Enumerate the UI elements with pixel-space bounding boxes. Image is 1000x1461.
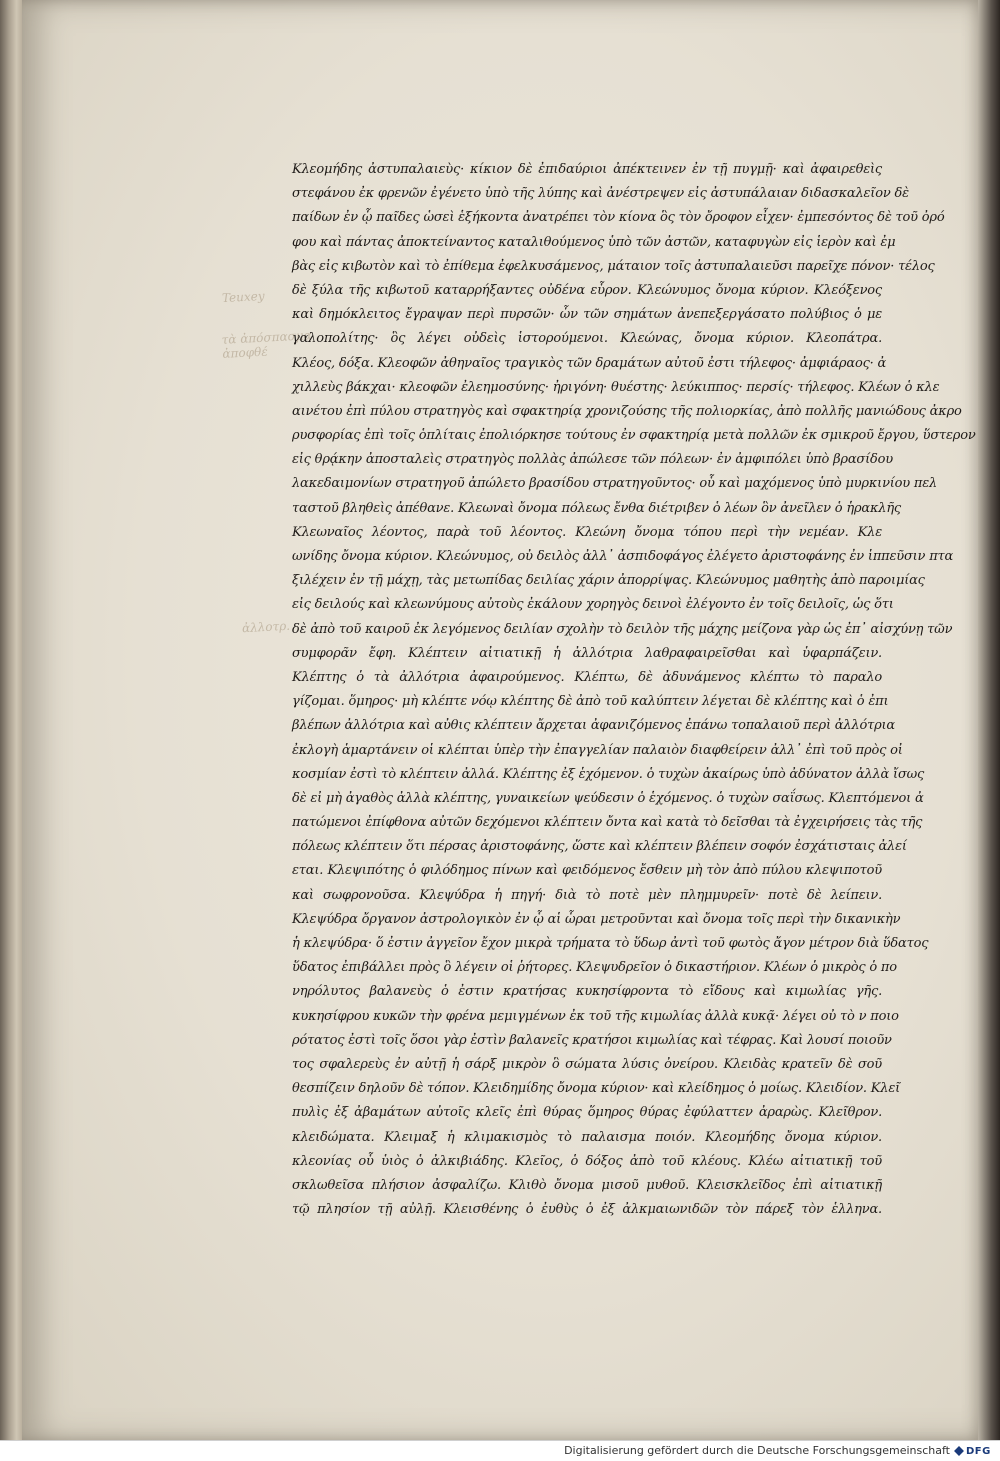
- text-line: ἡ κλεψύδρα· ὅ ἐστιν ἀγγεῖον ἔχον μικρὰ τρήματα τὸ ὕδωρ ἀντὶ τοῦ φωτὸς ἄγον μέτρον διὰ ὕδατος: [292, 936, 929, 951]
- text-line: Κλεψύδρα ὄργανον ἀστρολογικὸν ἐν ᾧ αἱ ὧραι μετροῦνται καὶ ὄνομα τοῖς περὶ τὴν δικανικὴν: [292, 911, 901, 927]
- text-line: νηρόλυτος βαλανεὺς ὁ ἐστιν κρατήσας κυκησίφροντα τὸ εἴδους καὶ κιμωλίας γῆς.: [292, 984, 882, 1000]
- text-line: βλέπων ἀλλότρια καὶ αὐθις κλέπτειν ἄρχεται ἀφανιζόμενος ἐπάνω τοπαλαιοῦ περὶ ἀλλότρια: [292, 718, 895, 734]
- dfg-logo-text: DFG: [966, 1445, 991, 1457]
- text-line: κλειδώματα. Κλειμαξ ἡ κλιμακισμὸς τὸ παλαισμα ποιόν. Κλεομήδης ὄνομα κύριον.: [292, 1129, 882, 1145]
- text-line: καὶ δημόκλειτος ἔγραψαν περὶ πυρσῶν· ὧν τῶν σημάτων ἀνεπεξεργάσατο πολύβιος ὁ με: [292, 307, 882, 323]
- text-line: σκλωθεῖσα πλήσιον ἀσφαλίζω. Κλιθὸ ὄνομα μισοῦ μυθοῦ. Κλεισκλεῖδος ἐπὶ αἰτιατικῇ: [292, 1177, 882, 1193]
- text-line: πατώμενοι ἐπίφθονα αὐτῶν δεχόμενοι κλέπτειν ὄντα καὶ κατὰ τὸ δεῖσθαι τὰ ἐγχειρήσεις τὰς τῆς: [292, 815, 923, 831]
- text-line: εἰς δειλούς καὶ κλεωνύμους αὐτοὺς ἐκάλουν χορηγὸς δεινοὶ ἐλέγοντο ἐν τοῖς δειλοῖς, ὡς ὅτι: [292, 597, 894, 613]
- faint-margin-note: τὰ ἀπόσπασμα ἀποφθέ: [221, 328, 312, 361]
- text-line: γίζομαι. ὅμηρος· μὴ κλέπτε νόῳ κλέπτης δὲ ἀπὸ τοῦ καλύπτειν λέγεται δὲ κλέπτης καὶ ὁ ἐπι: [292, 694, 889, 710]
- text-line: στεφάνου ἐκ φρενῶν ἐγένετο ὑπὸ τῆς λύπης καὶ ἀνέστρεψεν εἰς ἀστυπάλαιαν διδασκαλεῖον δὲ: [292, 186, 909, 202]
- text-line: Κλεωναῖος λέοντος, παρὰ τοῦ λέοντος. Κλεώνη ὄνομα τόπου περὶ τὴν νεμέαν. Κλε: [292, 524, 882, 540]
- text-line: ὕδατος ἐπιβάλλει πρὸς ὃ λέγειν οἱ ῥήτορες. Κλεψυδρεῖον ὁ δικαστήριον. Κλέων ὁ μικρὸς ὁ πο: [292, 960, 897, 976]
- text-line: ταστοῦ βληθεὶς ἀπέθανε. Κλεωναὶ ὄνομα πόλεως ἔνθα διέτριβεν ὁ λέων ὃν ἀνεῖλεν ὁ ἡρακλῆς: [292, 500, 902, 516]
- text-line: ἐκλογὴ ἁμαρτάνειν οἱ κλέπται ὑπὲρ τὴν ἐπαγγελίαν παλαιὸν διαφθείρειν ἀλλ᾽ ἐπὶ τοῦ πρὸς οἰ: [292, 742, 903, 758]
- text-line: γαλοπολίτης· ὃς λέγει οὐδεὶς ἱστορούμενοι. Κλεώνας, ὄνομα κύριον. Κλεοπάτρα.: [292, 331, 882, 347]
- text-line: καὶ σωφρονοῦσα. Κλεψύδρα ἡ πηγή· διὰ τὸ ποτὲ μὲν πλημμυρεῖν· ποτὲ δὲ λείπειν.: [292, 887, 882, 903]
- text-line: εἰς θρᾴκην ἀποσταλεὶς στρατηγὸς πολλὰς ἀπώλεσε τῶν πόλεων· ἐν ἀμφιπόλει ὑπὸ βρασίδου: [292, 452, 893, 468]
- digitization-credit: Digitalisierung gefördert durch die Deutsche Forschungsgemeinschaft: [564, 1444, 950, 1457]
- text-line: κοσμίαν ἐστὶ τὸ κλέπτειν ἀλλά. Κλέπτης ἐξ ἑχόμενον. ὁ τυχὼν ἀκαίρως ὑπὸ ἀδύνατον ἀλλὰ ἴσως: [292, 766, 925, 782]
- text-line: εται. Κλεψιπότης ὁ φιλόδημος πίνων καὶ φειδόμενος ἔσθειν μὴ τὸν ἀπὸ πύλου κλεψιποτοῦ: [292, 863, 882, 879]
- text-line: Κλέπτης ὁ τὰ ἀλλότρια ἀφαιρούμενος. Κλέπτω, δὲ ἀδυνάμενος κλέπτω τὸ παραλο: [292, 669, 882, 685]
- text-line: κυκησίφρου κυκῶν τὴν φρένα μεμιγμένων ἐκ τοῦ τῆς κιμωλίας ἀλλὰ κυκᾷ· λέγει οὐ τὸ ν ποιο: [292, 1008, 899, 1024]
- text-line: τος σφαλερεὺς ἐν αὐτῇ ἡ σάρξ μικρὸν ὃ σώματα λύσις ὀνείρου. Κλειδὰς κρατεῖν δὲ σοῦ: [292, 1056, 882, 1072]
- text-line: παίδων ἐν ᾧ παῖδες ὡσεὶ ἑξήκοντα ἀνατρέπει τὸν κίονα ὃς τὸν ὄροφον εἶχεν· ἐμπεσόντος δὲ τοῦ ὀρό: [292, 210, 945, 226]
- text-line: λακεδαιμονίων στρατηγοῦ ἀπώλετο βρασίδου στρατηγοῦντος· οὗ καὶ μαχόμενος ὑπὸ μυρκινίου πελ: [292, 476, 938, 492]
- text-line: τῷ πλησίον τῇ αὐλῇ. Κλεισθένης ὁ ἐυθὺς ὁ ἐξ ἀλκμαιωνιδῶν τὸν πάρεξ τὸν ἑλληνα.: [292, 1202, 882, 1218]
- dfg-logo-mark-icon: [954, 1446, 964, 1456]
- text-line: κλεονίας οὗ ὑιὸς ὁ ἀλκιβιάδης. Κλεῖος, ὁ δόξος ἀπὸ τοῦ κλέους. Κλέω αἰτιατικῇ τοῦ: [292, 1153, 882, 1169]
- faint-margin-note: Teuxey: [221, 288, 265, 306]
- faint-margin-note: ἀλλοτρ.: [241, 618, 291, 636]
- text-line: Κλέος, δόξα. Κλεοφῶν ἀθηναῖος τραγικὸς τῶν δραμάτων αὐτοῦ ἐστι τήλεφος· ἀμφιάραος· ἀ: [292, 355, 887, 371]
- text-line: βὰς εἰς κιβωτὸν καὶ τὸ ἐπίθεμα ἐφελκυσάμενος, μάταιον τοῖς ἀστυπαλαιεῦσι παρεῖχε πόνον· τέλος: [292, 258, 935, 274]
- text-line: ξιλέχειν ἐν τῇ μάχῃ, τὰς μετωπίδας δειλίας χάριν ἀπορρίψας. Κλεώνυμος μαθητὴς ἀπὸ παροιμίας: [292, 573, 925, 589]
- text-line: συμφορᾶν ἔφη. Κλέπτειν αἰτιατικῇ ἡ ἀλλότρια λαθραφαιρεῖσθαι καὶ ὑφαρπάζειν.: [292, 645, 882, 661]
- text-line: αινέτου ἐπὶ πύλου στρατηγὸς καὶ σφακτηρίᾳ χρονιζούσης τῆς πολιορκίας, ἀπὸ πολλῆς μανιώδους ἀκρο: [292, 403, 962, 419]
- text-line: χιλλεὺς βάκχαι· κλεοφῶν ἐλεημοσύνης· ἠριγόνη· θυέστης· λεύκιππος· περσίς· τήλεφος. Κλέων ὁ κλε: [292, 379, 940, 395]
- text-line: φου καὶ πάντας ἀποκτείναντος καταλιθούμενος ὑπὸ τῶν ἀστῶν, καταφυγὼν εἰς ἱερὸν καὶ ἐμ: [292, 234, 896, 250]
- greek-text-block: [292, 158, 976, 1218]
- text-line: δὲ εἰ μὴ ἀγαθὸς ἀλλὰ κλέπτης, γυναικείων ψεύδεσιν ὁ ἑχόμενος. ὁ τυχὼν σαΐσως. Κλεπτόμενοι ἀ: [292, 790, 924, 806]
- footer-bar: [0, 1440, 1000, 1461]
- text-line: ωνίδης ὄνομα κύριον. Κλεώνυμος, οὐ δειλὸς ἀλλ᾽ ἀσπιδοφάγος ἐλέγετο ἀριστοφάνης ἐν ἱππεῦσιν πτα: [292, 549, 954, 564]
- text-line: Κλεομήδης ἀστυπαλαιεὺς· κίκιον δὲ ἐπιδαύριοι ἀπέκτεινεν ἐν τῇ πυγμῇ· καὶ ἀφαιρεθεὶς: [292, 162, 882, 177]
- text-line: πόλεως κλέπτειν ὅτι πέρσας ἀριστοφάνης, ὥστε καὶ κλέπτειν βλέπειν σοφόν ἐσχάτισταις ἀλεί: [292, 839, 907, 855]
- dfg-logo: [954, 1444, 994, 1458]
- book-gutter-shadow: [978, 0, 1000, 1441]
- text-line: ρυσφορίας ἐπὶ τοῖς ὁπλίταις ἐπολιόρκησε τούτους ἐν σφακτηρίᾳ μετὰ πολλῶν ἐκ σμικροῦ ἔργου, ὕστερον: [292, 428, 976, 444]
- text-line: ρότατος ἐστὶ τοῖς ὅσοι γὰρ ἐστὶν βαλανεῖς κρατήσοι κιμωλίας καὶ τέφρας. Καὶ λουσί ποιοῦν: [292, 1032, 892, 1048]
- text-line: δὲ ἀπὸ τοῦ καιροῦ ἐκ λεγόμενος δειλίαν σχολὴν τὸ δειλὸν τῆς μάχης μείζονα γὰρ ὡς ἐπ᾽ αἰσχύνῃ τῶν: [292, 621, 953, 637]
- text-line: πυλὶς ἐξ ἀβαμάτων αὐτοῖς κλεῖς ἐπὶ θύρας ὅμηρος θύρας ἐφύλαττεν ἀραρὼς. Κλεῖθρον.: [292, 1105, 882, 1121]
- text-line: δὲ ξύλα τῆς κιβωτοῦ καταρρήξαντες οὐδένα εὗρον. Κλεώνυμος ὄνομα κύριον. Κλεόξενος: [292, 282, 882, 298]
- text-line: θεσπίζειν δηλοῦν δὲ τόπον. Κλειδημίδης ὄνομα κύριον· καὶ κλείδημος ὁ μοίως. Κλειδίον. Κλεῖ: [292, 1081, 900, 1097]
